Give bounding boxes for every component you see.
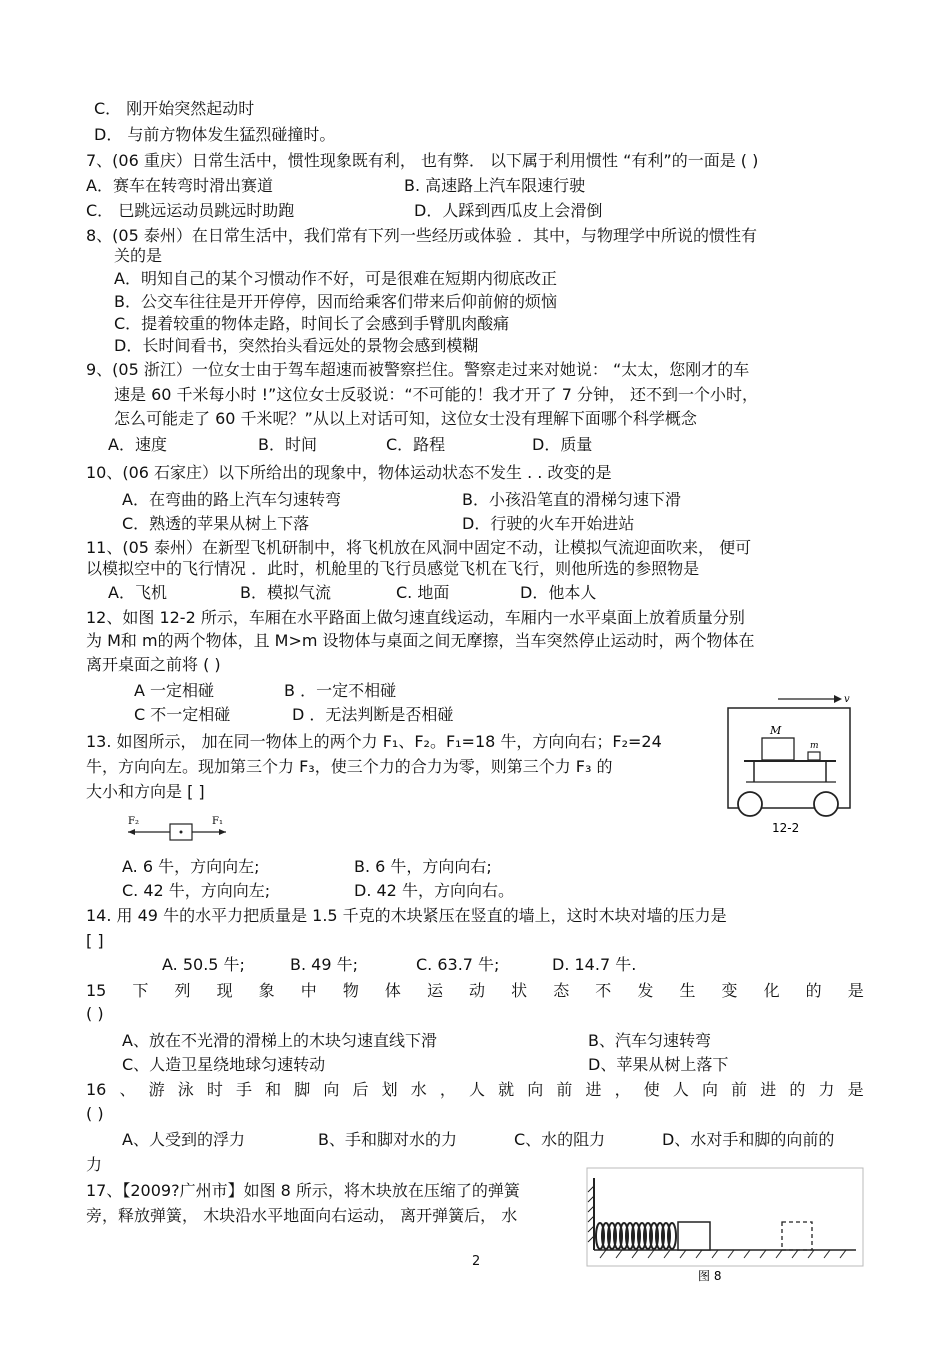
force-f1-label: F₁: [212, 816, 223, 827]
q13-option-b: B. 6 牛，方向向右;: [354, 857, 492, 876]
q16-option-a: A、人受到的浮力: [122, 1130, 245, 1149]
q17-stem-1: 17、【2009?广州市】如图 8 所示，将木块放在压缩了的弹簧: [86, 1181, 520, 1200]
q9-option-a: A．速度: [108, 435, 167, 454]
q8-option-b: B．公交车往往是开开停停，因而给乘客们带来后仰前俯的烦恼: [114, 292, 557, 311]
q8-option-a: A．明知自己的某个习惯动作不好，可是很难在短期内彻底改正: [114, 269, 557, 288]
q6-option-c: C． 刚开始突然起动时: [94, 99, 255, 118]
q12-option-a: A 一定相碰: [134, 681, 215, 700]
q14-option-b: B. 49 牛;: [290, 955, 358, 974]
q9-stem-2: 速是 60 千米每小时 !”这位女士反驳说：“不可能的！我才开了 7 分钟， 还不到一个小时，: [114, 385, 759, 404]
q9-option-d: D．质量: [532, 435, 593, 454]
q14-stem-2: [ ]: [86, 931, 104, 950]
q15-option-c: C、人造卫星绕地球匀速转动: [122, 1055, 326, 1074]
q9-stem-1: 9、(05 浙江）一位女士由于驾车超速而被警察拦住。警察走过来对她说： “太太，您刚才的车: [86, 360, 750, 379]
mass-m-label: m: [810, 741, 819, 751]
q13-stem-3: 大小和方向是 [ ]: [86, 782, 205, 801]
force-f2-label: F₂: [128, 816, 139, 827]
q13-stem-2: 牛，方向向左。现加第三个力 F₃，使三个力的合力为零，则第三个力 F₃ 的: [86, 757, 613, 776]
q8-stem-2: 关的是: [114, 246, 163, 265]
q14-option-d: D. 14.7 牛.: [552, 955, 637, 974]
q15-stem-2: ( ): [86, 1004, 104, 1023]
q6-option-d: D． 与前方物体发生猛烈碰撞时。: [94, 125, 336, 144]
q13-option-d: D. 42 牛，方向向右。: [354, 881, 514, 900]
q10-option-d: D．行驶的火车开始进站: [462, 514, 635, 533]
q16-option-d: D、水对手和脚的向前的: [662, 1130, 835, 1149]
spring-figure: [586, 1166, 866, 1286]
q12-stem-1: 12、如图 12-2 所示，车厢在水平路面上做匀速直线运动，车厢内一水平桌面上放着质量分别: [86, 608, 745, 627]
q7-stem: 7、(06 重庆）日常生活中，惯性现象既有利， 也有弊． 以下属于利用惯性 “有利”的一面是 ( ): [86, 151, 759, 170]
spring-figure-caption: 图 8: [698, 1269, 722, 1283]
q16-stem-2: ( ): [86, 1104, 104, 1123]
q16-option-c: C、水的阻力: [514, 1130, 606, 1149]
q8-stem-1: 8、(05 泰州）在日常生活中，我们常有下列一些经历或体验 ．其中，与物理学中所说的惯性有: [86, 226, 757, 245]
q7-option-a: A．赛车在转弯时滑出赛道: [86, 176, 273, 195]
q12-stem-3: 离开桌面之前将 ( ): [86, 655, 221, 674]
forces-figure: [122, 812, 232, 848]
q13-stem-1: 13. 如图所示， 加在同一物体上的两个力 F₁、F₂。F₁=18 牛，方向向右；F₂=24: [86, 732, 662, 751]
q13-option-a: A. 6 牛，方向向左;: [122, 857, 260, 876]
q8-option-c: C．提着较重的物体走路，时间长了会感到手臂肌肉酸痛: [114, 314, 510, 333]
q11-stem-1: 11、(05 泰州）在新型飞机研制中，将飞机放在风洞中固定不动，让模拟气流迎面吹来， 便可: [86, 538, 752, 557]
q10-stem: 10、(06 石家庄）以下所给出的现象中，物体运动状态不发生 . . 改变的是: [86, 463, 612, 482]
q15-stem-1: 15 下 列 现 象 中 物 体 运 动 状 态 不 发 生 变 化 的 是: [86, 981, 864, 1000]
q7-option-b: B. 高速路上汽车限速行驶: [404, 176, 586, 195]
q12-option-d: D ．无法判断是否相碰: [292, 705, 454, 724]
q8-option-d: D．长时间看书，突然抬头看远处的景物会感到模糊: [114, 336, 479, 355]
q14-option-c: C. 63.7 牛;: [416, 955, 500, 974]
q15-option-b: B、汽车匀速转弯: [588, 1031, 711, 1050]
q11-option-c: C. 地面: [396, 583, 450, 602]
page-number: 2: [472, 1254, 481, 1269]
car-figure: [726, 690, 854, 840]
q16-stem-1: 16 、 游 泳 时 手 和 脚 向 后 划 水 ， 人 就 向 前 进 ， 使 人 向 前 进 的 力 是: [86, 1080, 864, 1099]
q11-option-a: A．飞机: [108, 583, 167, 602]
q10-option-b: B．小孩沿笔直的滑梯匀速下滑: [462, 490, 681, 509]
q15-option-d: D、苹果从树上落下: [588, 1055, 729, 1074]
q14-stem-1: 14. 用 49 牛的水平力把质量是 1.5 千克的木块紧压在竖直的墙上，这时木块对墙的压力是: [86, 906, 727, 925]
q11-stem-2: 以模拟空中的飞行情况 ．此时，机舱里的飞行员感觉飞机在飞行，则他所选的参照物是: [86, 559, 700, 578]
q9-option-c: C．路程: [386, 435, 446, 454]
q13-option-c: C. 42 牛，方向向左;: [122, 881, 271, 900]
q17-stem-2: 旁，释放弹簧， 木块沿水平地面向右运动， 离开弹簧后， 水: [86, 1206, 518, 1225]
q12-stem-2: 为 M和 m的两个物体，且 M>m 设物体与桌面之间无摩擦，当车突然停止运动时，两个物体在: [86, 631, 755, 650]
q12-option-c: C 不一定相碰: [134, 705, 231, 724]
q10-option-c: C．熟透的苹果从树上下落: [122, 514, 310, 533]
q9-option-b: B．时间: [258, 435, 317, 454]
mass-M-label: M: [770, 724, 782, 737]
q7-option-d: D．人踩到西瓜皮上会滑倒: [414, 201, 603, 220]
q14-option-a: A. 50.5 牛;: [162, 955, 245, 974]
car-figure-caption: 12-2: [772, 821, 800, 835]
q15-option-a: A、放在不光滑的滑梯上的木块匀速直线下滑: [122, 1031, 437, 1050]
q12-option-b: B ．一定不相碰: [284, 681, 397, 700]
q16-option-b: B、手和脚对水的力: [318, 1130, 457, 1149]
q11-option-b: B．模拟气流: [240, 583, 331, 602]
q9-stem-3: 怎么可能走了 60 千米呢？”从以上对话可知，这位女士没有理解下面哪个科学概念: [114, 409, 697, 428]
q7-option-c: C． 巳跳远运动员跳远时助跑: [86, 201, 295, 220]
q11-option-d: D．他本人: [520, 583, 597, 602]
q10-option-a: A．在弯曲的路上汽车匀速转弯: [122, 490, 341, 509]
velocity-label: v: [844, 694, 850, 705]
q16-option-d-cont: 力: [86, 1155, 103, 1174]
